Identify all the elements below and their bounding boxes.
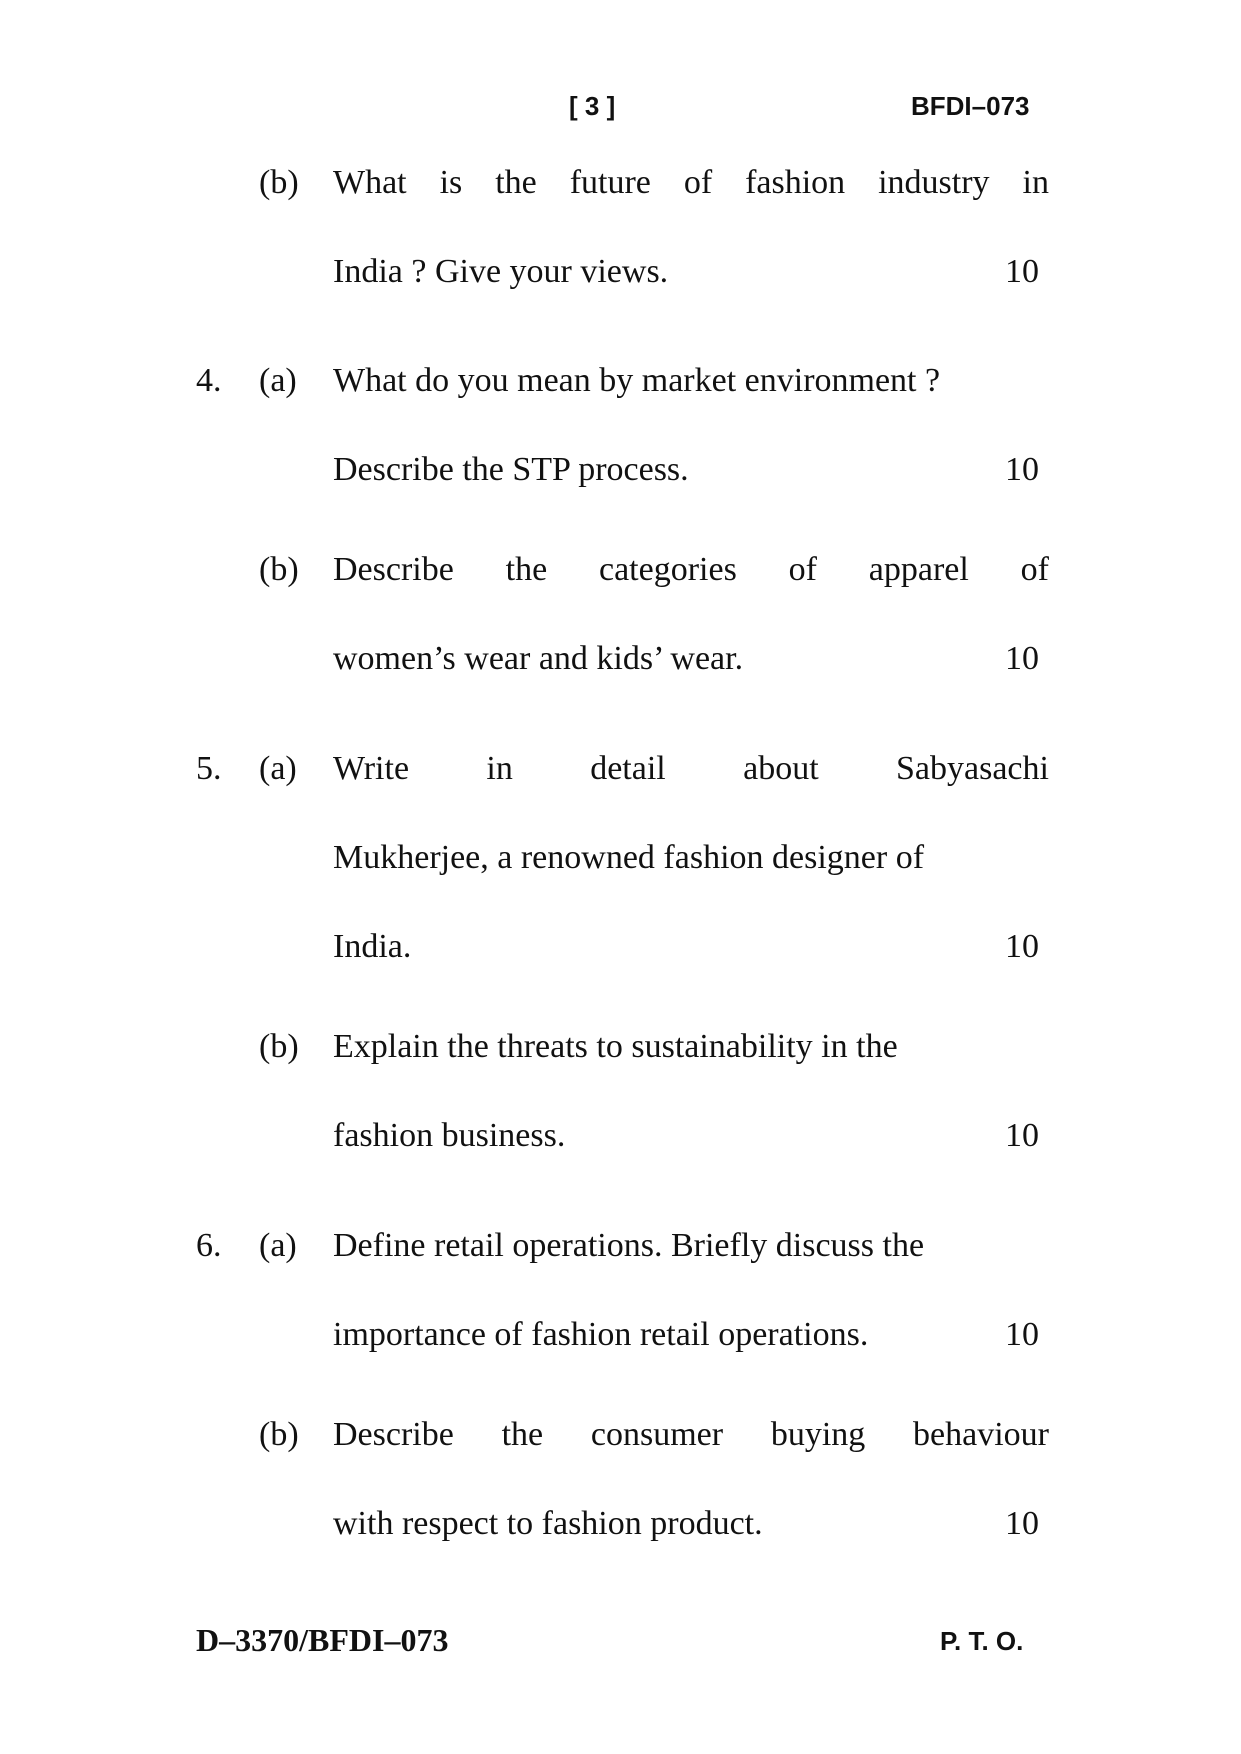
word: What xyxy=(333,164,407,201)
footer-pto: P. T. O. xyxy=(940,1626,1024,1656)
word: in xyxy=(486,750,513,787)
marks: 10 xyxy=(1005,1316,1039,1353)
word: buying xyxy=(770,1416,866,1453)
question-line: fashion business. xyxy=(333,1117,566,1154)
question-line: What do you mean by market environment ? xyxy=(333,362,941,399)
marks: 10 xyxy=(1005,1505,1039,1542)
question-line xyxy=(333,163,1049,203)
marks: 10 xyxy=(1005,451,1039,488)
marks: 10 xyxy=(1005,1117,1039,1154)
part-label: (a) xyxy=(259,750,297,787)
word: apparel xyxy=(868,551,969,588)
question-line: Describe the STP process. xyxy=(333,451,689,488)
part-label: (b) xyxy=(259,551,299,588)
word: the xyxy=(495,164,537,201)
marks: 10 xyxy=(1005,928,1039,965)
question-number: 4. xyxy=(196,362,222,399)
part-label: (b) xyxy=(259,1028,299,1065)
word: industry xyxy=(878,164,990,201)
marks: 10 xyxy=(1005,253,1039,290)
part-label: (b) xyxy=(259,164,299,201)
question-line xyxy=(333,550,1049,590)
word: fashion xyxy=(745,164,846,201)
question-line xyxy=(333,749,1049,789)
word: of xyxy=(683,164,713,201)
part-label: (b) xyxy=(259,1416,299,1453)
word: consumer xyxy=(590,1416,724,1453)
word: Describe xyxy=(333,1416,454,1453)
question-line: women’s wear and kids’ wear. xyxy=(333,640,744,677)
word: Sabyasachi xyxy=(896,750,1049,787)
word: Write xyxy=(333,750,410,787)
part-label: (a) xyxy=(259,1227,297,1264)
question-line xyxy=(333,1415,1049,1455)
question-line: India. xyxy=(333,928,412,965)
word: the xyxy=(505,551,548,588)
word: detail xyxy=(590,750,666,787)
word: of xyxy=(1020,551,1049,588)
question-line: Explain the threats to sustainability in the xyxy=(333,1028,898,1065)
word: is xyxy=(439,164,463,201)
question-number: 6. xyxy=(196,1227,222,1264)
question-line: Define retail operations. Briefly discuss the xyxy=(333,1227,925,1264)
question-line: with respect to fashion product. xyxy=(333,1505,763,1542)
word: behaviour xyxy=(913,1416,1049,1453)
paper-code-header: BFDI–073 xyxy=(911,91,1030,121)
footer-code: D–3370/BFDI–073 xyxy=(196,1622,449,1658)
word: future xyxy=(569,164,651,201)
word: about xyxy=(743,750,819,787)
part-label: (a) xyxy=(259,362,297,399)
word: Describe xyxy=(333,551,454,588)
word: in xyxy=(1022,164,1049,201)
question-line: India ? Give your views. xyxy=(333,253,669,290)
page-number: [ 3 ] xyxy=(569,91,616,121)
word: categories xyxy=(599,551,737,588)
word: the xyxy=(501,1416,544,1453)
marks: 10 xyxy=(1005,640,1039,677)
question-number: 5. xyxy=(196,750,222,787)
word: of xyxy=(788,551,817,588)
question-line: Mukherjee, a renowned fashion designer of xyxy=(333,839,925,876)
question-line: importance of fashion retail operations. xyxy=(333,1316,869,1353)
